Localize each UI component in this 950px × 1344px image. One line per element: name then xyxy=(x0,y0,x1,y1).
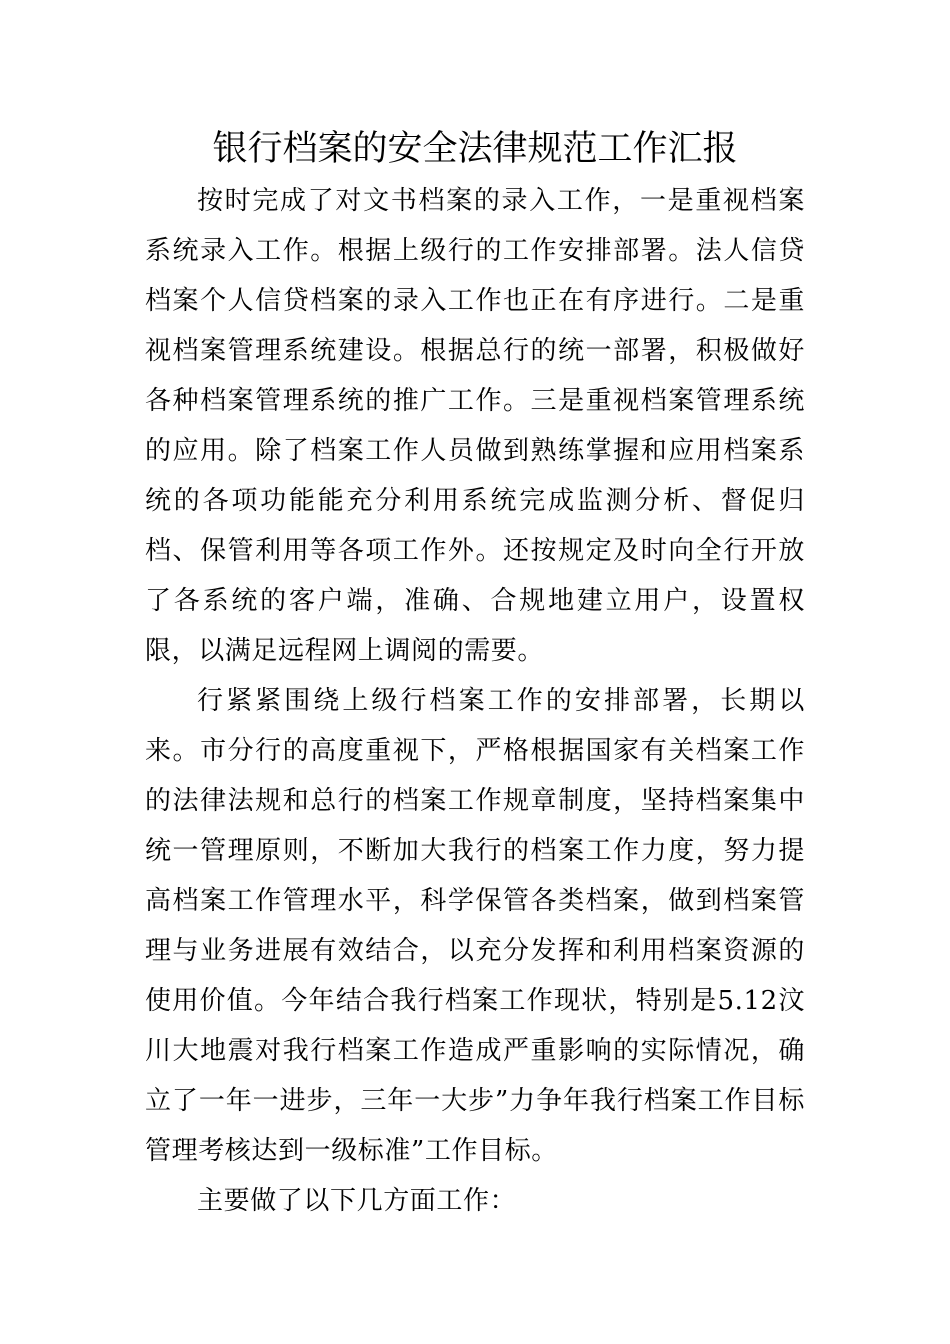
body-paragraph: 按时完成了对文书档案的录入工作，一是重视档案系统录入工作。根据上级行的工作安排部署。法人信贷档案个人信贷档案的录入工作也正在有序进行。二是重视档案管理系统建设。根据总行的统一部署，积极做好各种档案管理系统的推广工作。三是重视档案管理系统的应用。除了档案工作人员做到熟练掌握和应用档案系统的各项功能能充分利用系统完成监测分析、督促归档、保管利用等各项工作外。还按规定及时向全行开放了各系统的客户端，准确、合规地建立用户，设置权限，以满足远程网上调阅的需要。 xyxy=(145,186,805,666)
body-paragraph: 行紧紧围绕上级行档案工作的安排部署，长期以来。市分行的高度重视下，严格根据国家有关档案工作的法律法规和总行的档案工作规章制度，坚持档案集中统一管理原则，不断加大我行的档案工作力度，努力提高档案工作管理水平，科学保管各类档案，做到档案管理与业务进展有效结合，以充分发挥和利用档案资源的使用价值。今年结合我行档案工作现状，特别是5.12汶川大地震对我行档案工作造成严重影响的实际情况，确立了一年一进步，三年一大步”力争年我行档案工作目标管理考核达到一级标准”工作目标。 xyxy=(145,686,805,1166)
document-title: 银行档案的安全法律规范工作汇报 xyxy=(212,129,738,169)
body-paragraph: 主要做了以下几方面工作： xyxy=(197,1186,517,1216)
